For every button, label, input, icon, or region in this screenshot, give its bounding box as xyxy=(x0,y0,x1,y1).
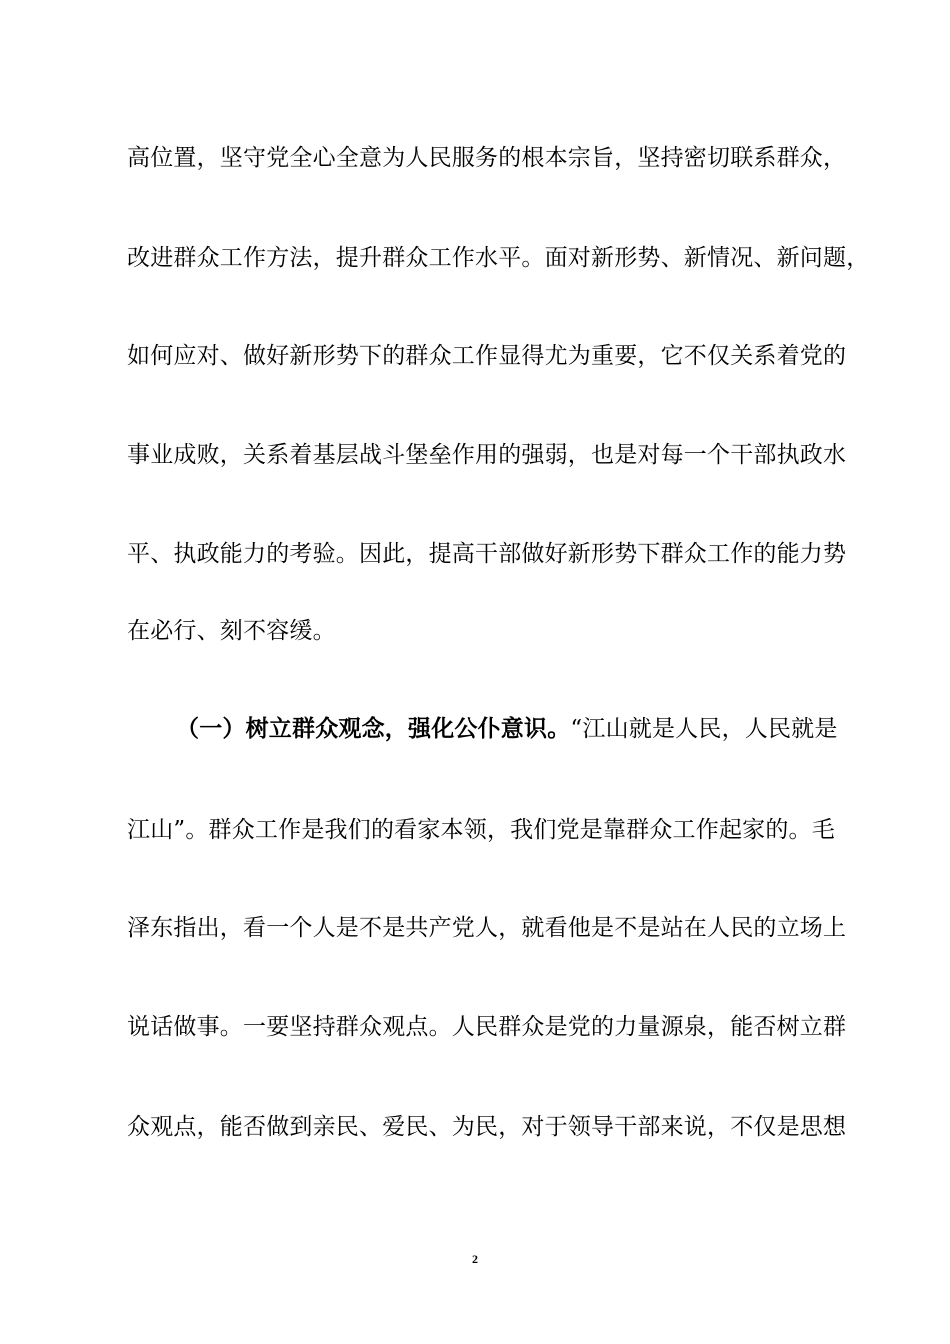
section-line-4: 众观点，能否做到亲民、爱民、为民，对于领导干部来说，不仅是思想 xyxy=(127,1114,847,1140)
section-line-1: 江山”。群众工作是我们的看家本领，我们党是靠群众工作起家的。毛 xyxy=(127,817,835,843)
paragraph-line-2: 改进群众工作方法，提升群众工作水平。面对新形势、新情况、新问题， xyxy=(127,245,870,271)
paragraph-line-3: 如何应对、做好新形势下的群众工作显得尤为重要，它不仅关系着党的 xyxy=(127,343,847,369)
paragraph-line-5: 平、执政能力的考验。因此，提高干部做好新形势下群众工作的能力势 xyxy=(127,541,847,567)
page-number: 2 xyxy=(472,1252,478,1266)
section-line-2: 泽东指出，看一个人是不是共产党人，就看他是不是站在人民的立场上 xyxy=(127,915,847,941)
section-line-3: 说话做事。一要坚持群众观点。人民群众是党的力量源泉，能否树立群 xyxy=(127,1014,847,1040)
paragraph-line-4: 事业成败，关系着基层战斗堡垒作用的强弱，也是对每一个干部执政水 xyxy=(127,442,847,468)
section-lead-text: “江山就是人民，人民就是 xyxy=(570,716,838,742)
section-heading: （一）树立群众观念，强化公仆意识。 xyxy=(176,715,571,742)
paragraph-line-1: 高位置，坚守党全心全意为人民服务的根本宗旨，坚持密切联系群众， xyxy=(127,145,847,171)
section-first-line xyxy=(176,714,838,744)
paragraph-line-6: 在必行、刻不容缓。 xyxy=(127,618,336,644)
